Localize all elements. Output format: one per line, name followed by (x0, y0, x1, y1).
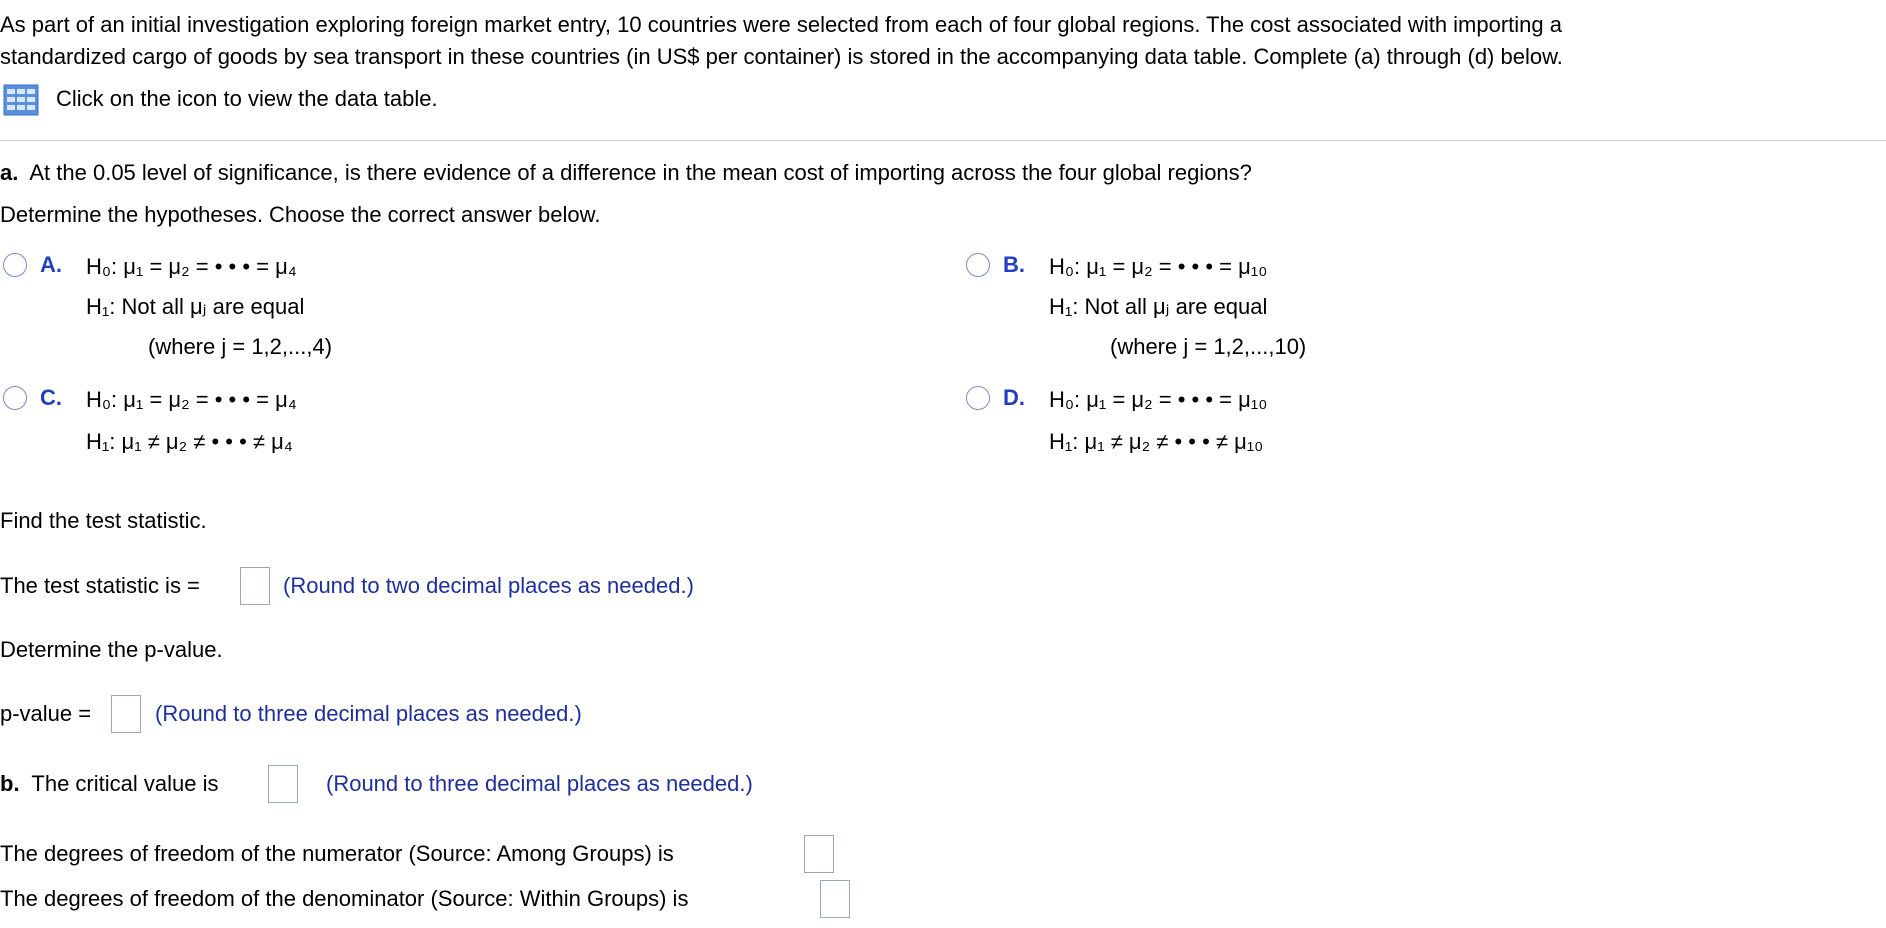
critical-value-input[interactable] (268, 765, 298, 803)
part-a-question-text: At the 0.05 level of significance, is there evidence of a difference in the mean cost of importing across the four global regions? (29, 160, 1252, 185)
df-numerator-label: The degrees of freedom of the numerator (Source: Among Groups) is (0, 841, 674, 866)
pvalue-prompt: Determine the p-value. (0, 637, 223, 662)
option-b-h0: H₀: μ₁ = μ₂ = • • • = μ₁₀ (1049, 254, 1268, 279)
df-denominator-label: The degrees of freedom of the denominator (Source: Within Groups) is (0, 886, 689, 911)
option-a-note: (where j = 1,2,...,4) (148, 334, 333, 359)
pvalue-hint: (Round to three decimal places as needed.) (155, 701, 582, 726)
critical-value-label: The critical value is (31, 771, 219, 796)
critical-value-line (0, 771, 218, 797)
part-b-label: b. (0, 771, 20, 796)
test-statistic-label: The test statistic is = (0, 573, 200, 598)
part-a-question (0, 160, 1252, 186)
option-c-letter: C. (40, 385, 62, 410)
option-b-note: (where j = 1,2,...,10) (1110, 334, 1307, 359)
option-d-h1: H₁: μ₁ ≠ μ₂ ≠ • • • ≠ μ₁₀ (1049, 429, 1264, 454)
pvalue-input[interactable] (111, 695, 141, 733)
option-c-radio[interactable] (3, 386, 27, 410)
critical-value-hint: (Round to three decimal places as needed.) (326, 771, 753, 796)
hypotheses-instruction: Determine the hypotheses. Choose the correct answer below. (0, 202, 601, 227)
find-test-statistic: Find the test statistic. (0, 508, 207, 533)
part-a-label: a. (0, 160, 19, 185)
option-a-h0: H₀: μ₁ = μ₂ = • • • = μ₄ (86, 254, 297, 279)
intro-line-1: As part of an initial investigation exploring foreign market entry, 10 countries were selected from each of four global regions. The cost associated with importing a (0, 12, 1562, 37)
option-d-letter: D. (1003, 385, 1025, 410)
option-d-h0: H₀: μ₁ = μ₂ = • • • = μ₁₀ (1049, 387, 1268, 412)
data-table-icon[interactable] (3, 84, 39, 116)
option-b-h1: H₁: Not all μⱼ are equal (1049, 294, 1268, 319)
option-a-letter: A. (40, 252, 62, 277)
pvalue-label: p-value = (0, 701, 92, 726)
intro-line-2: standardized cargo of goods by sea transport in these countries (in US$ per container) is stored in the accompanying data table. Complete (a) through (d) below. (0, 44, 1563, 69)
option-b-radio[interactable] (966, 253, 990, 277)
test-statistic-hint: (Round to two decimal places as needed.) (283, 573, 694, 598)
data-table-link[interactable]: Click on the icon to view the data table. (56, 86, 438, 111)
option-c-h1: H₁: μ₁ ≠ μ₂ ≠ • • • ≠ μ₄ (86, 429, 293, 454)
option-d-radio[interactable] (966, 386, 990, 410)
option-c-h0: H₀: μ₁ = μ₂ = • • • = μ₄ (86, 387, 297, 412)
df-numerator-input[interactable] (804, 835, 834, 873)
option-a-h1: H₁: Not all μⱼ are equal (86, 294, 305, 319)
df-denominator-input[interactable] (820, 880, 850, 918)
option-b-letter: B. (1003, 252, 1025, 277)
test-statistic-input[interactable] (240, 567, 270, 605)
option-a-radio[interactable] (3, 253, 27, 277)
section-divider (0, 140, 1886, 141)
